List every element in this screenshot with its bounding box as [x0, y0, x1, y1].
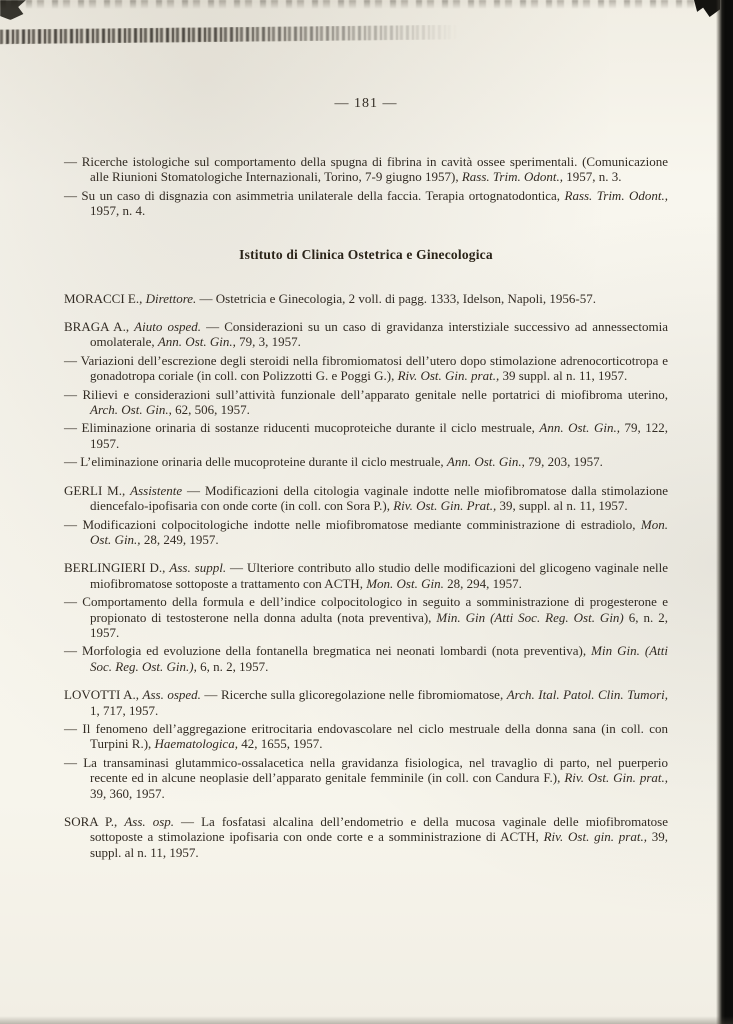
section-heading: Istituto di Clinica Ostetrica e Ginecologica: [239, 246, 493, 262]
entry-text: LOVOTTI A.,: [64, 687, 143, 703]
entry-text: 39, suppl. al n. 11, 1957.: [90, 829, 668, 860]
entry-text: 42, 1655, 1957.: [237, 736, 323, 752]
entry-text: — Modificazioni della citologia vaginale indotte nelle miofibromatose dalla stimolazione diencefalo-ipofisaria con onde corte (in coll. con Sora P.),: [90, 482, 668, 514]
bibliography-group-sora: [64, 814, 668, 860]
italic-citation-text: Arch. Ital. Patol. Clin. Tumori,: [506, 687, 668, 703]
bibliography-entry: [64, 687, 668, 718]
italic-citation-text: Min Gin. (Atti Soc. Reg. Ost. Gin.),: [90, 643, 669, 674]
italic-citation-text: Aiuto osped.: [134, 319, 202, 335]
bibliography-group-moracci: [64, 291, 668, 306]
italic-citation-text: Min. Gin (Atti Soc. Reg. Ost. Gin): [436, 609, 624, 625]
entry-text: — Ricerche sulla glicoregolazione nelle fibromiomatose,: [200, 687, 507, 703]
italic-citation-text: Direttore.: [145, 290, 197, 306]
entry-text: — La fosfatasi alcalina dell’endometrio e della mucosa vaginale delle miofibromatose sottoposte a stimolazione ipofisaria con onde corte e a somministrazione di ACTH,: [90, 814, 669, 845]
entry-text: — Rilievi e considerazioni sull’attività funzionale dell’apparato genitale nelle portatrici di miofibroma uterino,: [64, 386, 668, 402]
entry-text: 79, 122, 1957.: [90, 420, 669, 451]
entry-text: 1957, n. 3.: [562, 169, 622, 185]
entry-text: 6, n. 2, 1957.: [196, 658, 269, 674]
bibliography-entry: [64, 517, 668, 548]
italic-citation-text: Riv. Ost. Gin. prat.,: [397, 368, 500, 384]
bibliography-entry: [64, 387, 668, 418]
entry-text: — Comportamento della formula e dell’indice colpocitologico in seguito a somministrazione di progesterone e propionato di testosterone nella donna adulta (nota preventiva),: [64, 594, 668, 625]
bibliography-group-lovotti: [64, 687, 668, 801]
entry-text: — Eliminazione orinaria di sostanze riducenti mucoproteiche durante il ciclo mestruale,: [64, 420, 540, 436]
italic-citation-text: Arch. Ost. Gin.,: [90, 402, 172, 418]
bibliography-entry: [64, 420, 668, 451]
italic-citation-text: Riv. Ost. Gin. prat.,: [564, 770, 669, 786]
italic-citation-text: Ass. suppl.: [169, 560, 227, 576]
scan-corner-mark-top-right: [694, 0, 720, 17]
bibliography-entry: [64, 721, 668, 752]
entry-text: SORA P.,: [64, 814, 125, 829]
bibliography-entry: [64, 643, 668, 674]
scan-noise-bottom-edge: [0, 1016, 733, 1024]
bibliography-entry: [64, 594, 668, 640]
italic-citation-text: Ass. osped.: [142, 687, 201, 703]
entry-text: — Modificazioni colpocitologiche indotte nelle miofibromatose mediante comministrazione di estradiolo,: [64, 516, 641, 532]
italic-citation-text: Mon. Ost. Gin.: [366, 575, 444, 591]
scan-edge-strip-right: [716, 0, 733, 1024]
bibliography-entry: [64, 814, 668, 860]
entry-text: — Morfologia ed evoluzione della fontanella bregmatica nei neonati lombardi (nota preventiva),: [64, 643, 592, 659]
italic-citation-text: Rass. Trim. Odont.,: [461, 169, 563, 185]
bibliography-entry: [64, 154, 668, 185]
bibliography-entry: [64, 560, 668, 591]
entry-text: 1957, n. 4.: [90, 203, 146, 219]
bibliography-group-gerli: [64, 483, 668, 548]
entry-text: MORACCI E.,: [64, 290, 146, 306]
entry-text: — Su un caso di disgnazia con asimmetria unilaterale della faccia. Terapia ortognatodontica,: [64, 187, 565, 203]
italic-citation-text: Ann. Ost. Gin.,: [446, 454, 525, 470]
entry-text: BERLINGIERI D.,: [64, 560, 170, 576]
entry-text: 79, 3, 1957.: [235, 334, 301, 350]
bibliography-group-braga: [64, 319, 668, 470]
entry-text: GERLI M.,: [64, 482, 131, 498]
italic-citation-text: Ann. Ost. Gin.,: [157, 334, 236, 350]
italic-citation-text: Ass. osp.: [124, 814, 175, 829]
entry-text: — Ulteriore contributo allo studio delle modificazioni del glicogeno vaginale nelle miofibromatose sottoposte a trattamento con ACTH,: [90, 560, 669, 591]
italic-citation-text: Mon. Ost. Gin.,: [90, 516, 668, 547]
italic-citation-text: Rass. Trim. Odont.,: [564, 187, 668, 203]
entry-text: BRAGA A.,: [64, 319, 135, 335]
entry-text: — La transaminasi glutammico-ossalacetica nella gravidanza fisiologica, nel travaglio di parto, nel puerperio recente ed in alcune neoplasie dell’apparato genitale femminile (in coll. con Candura F.),: [64, 754, 668, 786]
bibliography-entry: [64, 353, 668, 384]
entry-text: 79, 203, 1957.: [524, 454, 603, 470]
entry-text: — Ostetricia e Ginecologia, 2 voll. di pagg. 1333, Idelson, Napoli, 1956-57.: [196, 290, 596, 306]
bibliography-group-berlingieri: [64, 560, 668, 674]
bibliography-entry: [64, 483, 668, 514]
entry-text: 28, 294, 1957.: [443, 575, 522, 591]
entry-text: 39, suppl. al n. 11, 1957.: [496, 498, 628, 514]
entry-text: — Variazioni dell’escrezione degli steroidi nella fibromiomatosi dell’utero dopo stimolazione adrenocorticotropa e gonadotropa coriale (in coll. con Polizzotti G. e Poggi G.),: [64, 352, 668, 384]
entry-text: 28, 249, 1957.: [140, 531, 219, 547]
italic-citation-text: Haematologica,: [154, 736, 238, 752]
page-number: — 181 —: [334, 96, 398, 111]
bibliography-entry: [64, 291, 668, 306]
entry-text: 39 suppl. al n. 11, 1957.: [499, 368, 628, 384]
entry-text: — Il fenomeno dell’aggregazione eritrocitaria endovascolare nel ciclo mestruale della donna sana (in coll. con Turpini R.),: [64, 720, 668, 752]
scan-corner-mark-top-left: [0, 0, 26, 20]
bibliography-group-preamble: [64, 154, 668, 219]
bibliography-entry: [64, 755, 668, 801]
italic-citation-text: Riv. Ost. gin. prat.,: [543, 829, 647, 845]
bibliography-entry: [64, 454, 668, 469]
bibliography-entry: [64, 188, 668, 219]
entry-text: 6, n. 2, 1957.: [90, 609, 669, 640]
italic-citation-text: Riv. Ost. Gin. Prat.,: [393, 498, 497, 514]
entry-text: — Ricerche istologiche sul comportamento della spugna di fibrina in cavità ossee sperimentali. (Comunicazione alle Riunioni Stomatologiche Internazionali, Torino, 7-9 giugno 1957),: [64, 154, 668, 185]
bibliography-entry: [64, 319, 668, 350]
page-content: [64, 0, 668, 873]
entry-text: 39, 360, 1957.: [90, 785, 165, 801]
entry-text: 62, 506, 1957.: [171, 402, 250, 418]
entry-text: — L’eliminazione orinaria delle mucoproteine durante il ciclo mestruale,: [64, 454, 447, 470]
entry-text: 1, 717, 1957.: [90, 702, 159, 718]
italic-citation-text: Ann. Ost. Gin.,: [539, 420, 620, 436]
entry-text: — Considerazioni su un caso di gravidanza interstiziale successivo ad annessectomia omolaterale,: [90, 319, 668, 350]
italic-citation-text: Assistente: [130, 482, 183, 498]
